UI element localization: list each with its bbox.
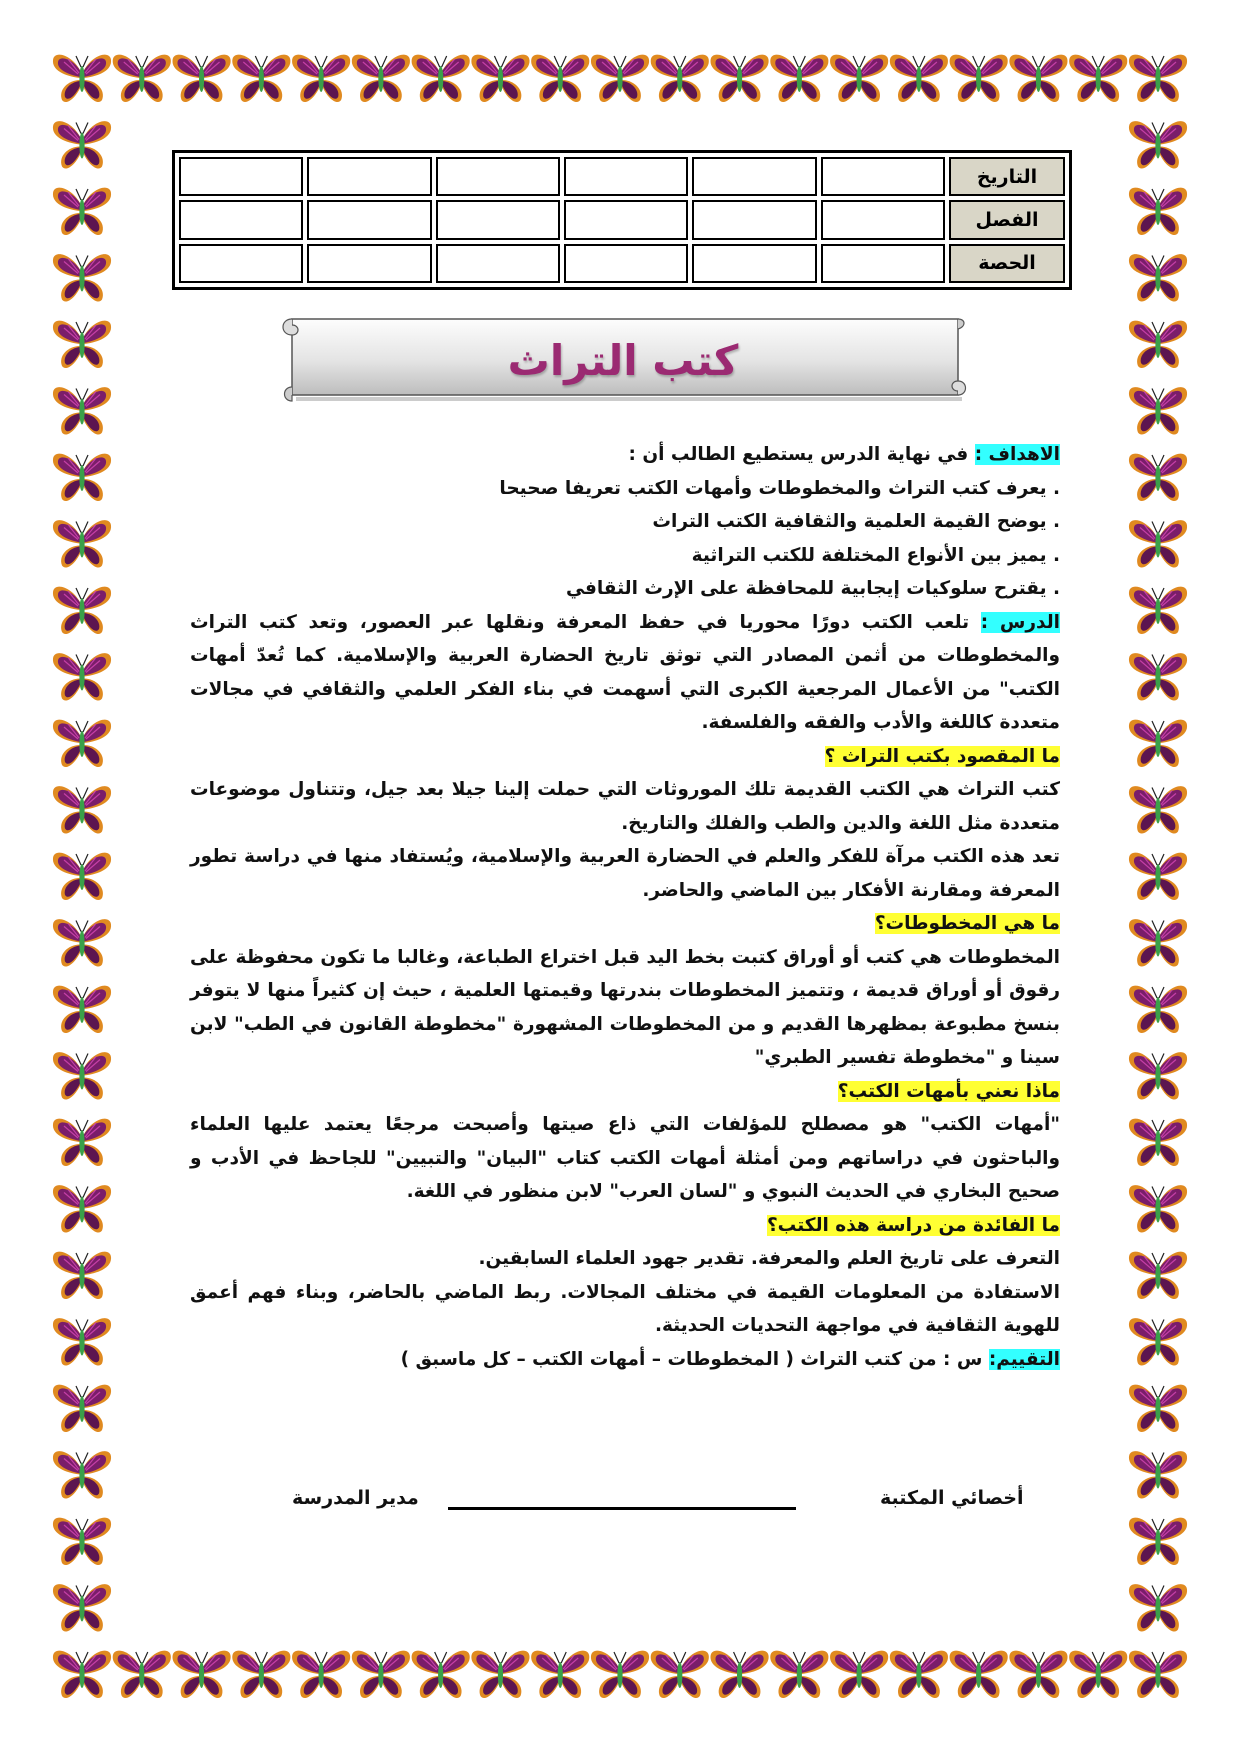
butterfly-icon xyxy=(651,1651,709,1698)
info-table-row xyxy=(179,157,1065,196)
benefit-paragraph: الاستفادة من المعلومات القيمة في مختلف المجالات. ربط الماضي بالحاضر، وبناء فهم أعمق للهوية الثقافية في مواجهة التحديات الحديثة. xyxy=(190,1281,1060,1336)
info-table-empty-cell[interactable] xyxy=(436,200,560,239)
manuscripts-question: ما هي المخطوطات؟ xyxy=(874,913,1060,934)
butterfly-icon xyxy=(53,853,111,900)
butterfly-icon xyxy=(113,55,171,102)
butterfly-icon xyxy=(53,1451,111,1498)
butterfly-icon xyxy=(1069,1651,1127,1698)
butterfly-icon xyxy=(53,188,111,235)
info-table-empty-cell[interactable] xyxy=(179,200,303,239)
butterfly-icon xyxy=(830,1651,888,1698)
info-table-empty-cell[interactable] xyxy=(179,244,303,283)
butterfly-icon xyxy=(1129,188,1187,235)
butterfly-icon xyxy=(53,121,111,168)
heritage-paragraph: تعد هذه الكتب مرآة للفكر والعلم في الحضارة العربية والإسلامية، ويُستفاد منها في دراسة تطور المعرفة ومقارنة الأفكار بين الماضي والحاضر. xyxy=(190,846,1060,901)
objective-item: . يوضح القيمة العلمية والثقافية الكتب التراث xyxy=(652,511,1060,532)
manuscripts-heading xyxy=(190,907,1060,941)
butterfly-icon xyxy=(352,1651,410,1698)
butterfly-icon xyxy=(471,1651,529,1698)
butterfly-icon xyxy=(890,1651,948,1698)
lesson-paragraph xyxy=(190,606,1060,740)
butterfly-icon xyxy=(53,1052,111,1099)
butterfly-icon xyxy=(770,55,828,102)
class-info-table xyxy=(172,150,1072,290)
butterfly-icon xyxy=(591,1651,649,1698)
butterfly-icon xyxy=(1129,454,1187,501)
butterfly-icon xyxy=(352,55,410,102)
butterfly-icon xyxy=(1129,1052,1187,1099)
objective-item: . يعرف كتب التراث والمخطوطات وأمهات الكتب تعريفا صحيحا xyxy=(499,477,1060,499)
butterfly-icon xyxy=(1129,1318,1187,1365)
librarian-signature-label: أخصائي المكتبة xyxy=(880,1487,1024,1509)
info-table-empty-cell[interactable] xyxy=(821,200,945,239)
butterfly-icon xyxy=(1009,55,1067,102)
butterfly-icon xyxy=(53,1185,111,1232)
butterfly-icon xyxy=(1129,1385,1187,1432)
benefit-question: ما الفائدة من دراسة هذه الكتب؟ xyxy=(766,1214,1060,1236)
info-table-label: التاريخ xyxy=(949,157,1065,196)
butterfly-icon xyxy=(1129,321,1187,368)
info-table-empty-cell[interactable] xyxy=(307,157,431,196)
butterfly-icon xyxy=(53,1318,111,1365)
info-table-empty-cell[interactable] xyxy=(307,200,431,239)
lesson-text: تلعب الكتب دورًا محوريا في حفظ المعرفة ونقلها عبر العصور، وتعد كتب التراث والمخطوطات من أثمن المصادر التي توثق تاريخ الحضارة العربية والإسلامية. كما تُعدّ أمهات الكتب" من الأعمال المرجعية الكبرى التي أسهمت في بناء الفكر العلمي والثقافي في مجالات متعددة كاللغة والأدب والفقه والفلسفة. xyxy=(190,611,1060,733)
butterfly-icon xyxy=(1129,720,1187,767)
butterfly-icon xyxy=(232,1651,290,1698)
manuscripts-paragraph: المخطوطات هي كتب أو أوراق كتبت بخط اليد قبل اختراع الطباعة، وغالبا ما تكون محفوظة على رقوق أو أوراق قديمة ، وتتميز المخطوطات بندرتها وقيمتها العلمية ، حيث إن كثيراً منها لا يتوفر بنسخ مطبوعة بمظهرها القديم و من المخطوطات المشهورة "مخطوطة القانون في الطب" لابن سينا و "مخطوطة تفسير الطبري" xyxy=(190,946,1060,1068)
butterfly-icon xyxy=(1129,121,1187,168)
butterfly-icon xyxy=(1129,1651,1187,1698)
principal-signature-label: مدير المدرسة xyxy=(292,1487,419,1509)
butterfly-icon xyxy=(53,454,111,501)
butterfly-icon xyxy=(53,786,111,833)
info-table-empty-cell[interactable] xyxy=(436,157,560,196)
butterfly-icon xyxy=(113,1651,171,1698)
info-table-empty-cell[interactable] xyxy=(564,157,688,196)
butterfly-icon xyxy=(1129,55,1187,102)
info-table-empty-cell[interactable] xyxy=(436,244,560,283)
butterfly-icon xyxy=(710,1651,768,1698)
butterfly-icon xyxy=(1129,853,1187,900)
page-title: كتب التراث xyxy=(507,335,739,385)
butterfly-icon xyxy=(412,1651,470,1698)
butterfly-icon xyxy=(53,55,111,102)
butterfly-icon xyxy=(1129,1119,1187,1166)
info-table-empty-cell[interactable] xyxy=(821,244,945,283)
butterfly-icon xyxy=(412,55,470,102)
butterfly-icon xyxy=(1069,55,1127,102)
butterfly-icon xyxy=(53,986,111,1033)
butterfly-icon xyxy=(1129,1518,1187,1565)
butterfly-icon xyxy=(53,653,111,700)
butterfly-icon xyxy=(292,55,350,102)
benefit-paragraph: التعرف على تاريخ العلم والمعرفة. تقدير جهود العلماء السابقين. xyxy=(478,1248,1060,1269)
info-table-empty-cell[interactable] xyxy=(821,157,945,196)
butterfly-icon xyxy=(53,1252,111,1299)
evaluation-question: س : من كتب التراث ( المخطوطات – أمهات الكتب – كل ماسبق ) xyxy=(400,1348,989,1370)
info-table-row xyxy=(179,244,1065,283)
mothers-paragraph: "أمهات الكتب" هو مصطلح للمؤلفات التي ذاع صيتها وأصبحت مرجعًا يعتمد عليها العلماء والباحثون في دراساتهم ومن أمثلة أمهات الكتب كتاب "البيان" والتبيين" للجاحظ في الأدب و صحيح البخاري في الحديث النبوي و "لسان العرب" لابن منظور في اللغة. xyxy=(190,1114,1060,1202)
butterfly-icon xyxy=(53,587,111,634)
butterfly-icon xyxy=(1129,520,1187,567)
objective-item: . يقترح سلوكيات إيجابية للمحافظة على الإرث الثقافي xyxy=(566,578,1060,599)
butterfly-icon xyxy=(53,387,111,434)
heritage-paragraph: كتب التراث هي الكتب القديمة تلك الموروثات التي حملت إلينا جيلا بعد جيل، وتتناول موضوعات متعددة مثل اللغة والدين والطب والفلك والتاريخ. xyxy=(190,779,1060,834)
butterfly-icon xyxy=(53,720,111,767)
info-table-empty-cell[interactable] xyxy=(564,200,688,239)
butterfly-icon xyxy=(232,55,290,102)
mothers-question: ماذا نعني بأمهات الكتب؟ xyxy=(837,1080,1060,1102)
info-table-label: الفصل xyxy=(949,200,1065,239)
butterfly-icon xyxy=(53,1119,111,1166)
lesson-label: الدرس : xyxy=(980,611,1061,633)
butterfly-icon xyxy=(172,55,230,102)
butterfly-icon xyxy=(1129,254,1187,301)
info-table-empty-cell[interactable] xyxy=(307,244,431,283)
heritage-heading xyxy=(190,740,1060,774)
butterfly-icon xyxy=(651,55,709,102)
butterfly-icon xyxy=(770,1651,828,1698)
info-table-row xyxy=(179,200,1065,239)
butterfly-icon xyxy=(830,55,888,102)
info-table-empty-cell[interactable] xyxy=(692,200,816,239)
objectives-intro: في نهاية الدرس يستطيع الطالب أن : xyxy=(628,444,975,465)
butterfly-icon xyxy=(1129,786,1187,833)
heritage-question: ما المقصود بكتب التراث ؟ xyxy=(824,745,1060,767)
objective-item: . يميز بين الأنواع المختلفة للكتب التراثية xyxy=(691,544,1060,566)
butterfly-icon xyxy=(292,1651,350,1698)
butterfly-icon xyxy=(1129,1252,1187,1299)
butterfly-icon xyxy=(471,55,529,102)
butterfly-icon xyxy=(710,55,768,102)
info-table-empty-cell[interactable] xyxy=(564,244,688,283)
info-table-empty-cell[interactable] xyxy=(692,244,816,283)
info-table-empty-cell[interactable] xyxy=(692,157,816,196)
butterfly-icon xyxy=(1129,1185,1187,1232)
butterfly-icon xyxy=(53,1518,111,1565)
info-table-label: الحصة xyxy=(949,244,1065,283)
butterfly-icon xyxy=(591,55,649,102)
benefit-heading xyxy=(190,1209,1060,1243)
butterfly-icon xyxy=(1129,587,1187,634)
butterfly-icon xyxy=(53,254,111,301)
objectives-heading xyxy=(190,438,1060,472)
butterfly-icon xyxy=(1129,387,1187,434)
butterfly-icon xyxy=(1009,1651,1067,1698)
butterfly-icon xyxy=(172,1651,230,1698)
butterfly-icon xyxy=(531,1651,589,1698)
butterfly-icon xyxy=(950,1651,1008,1698)
butterfly-icon xyxy=(53,1385,111,1432)
butterfly-icon xyxy=(1129,986,1187,1033)
butterfly-icon xyxy=(950,55,1008,102)
butterfly-icon xyxy=(1129,653,1187,700)
divider-line xyxy=(448,1507,796,1510)
butterfly-icon xyxy=(890,55,948,102)
mothers-heading xyxy=(190,1075,1060,1109)
butterfly-icon xyxy=(53,1584,111,1631)
lesson-content xyxy=(190,438,1060,1376)
butterfly-icon xyxy=(1129,1584,1187,1631)
evaluation-label: التقييم: xyxy=(988,1348,1060,1370)
butterfly-icon xyxy=(53,520,111,567)
butterfly-icon xyxy=(53,1651,111,1698)
butterfly-icon xyxy=(53,321,111,368)
objectives-label: الاهداف : xyxy=(974,444,1060,465)
info-table-empty-cell[interactable] xyxy=(179,157,303,196)
butterfly-icon xyxy=(53,919,111,966)
butterfly-icon xyxy=(531,55,589,102)
evaluation-line xyxy=(190,1343,1060,1377)
butterfly-icon xyxy=(1129,919,1187,966)
butterfly-icon xyxy=(1129,1451,1187,1498)
